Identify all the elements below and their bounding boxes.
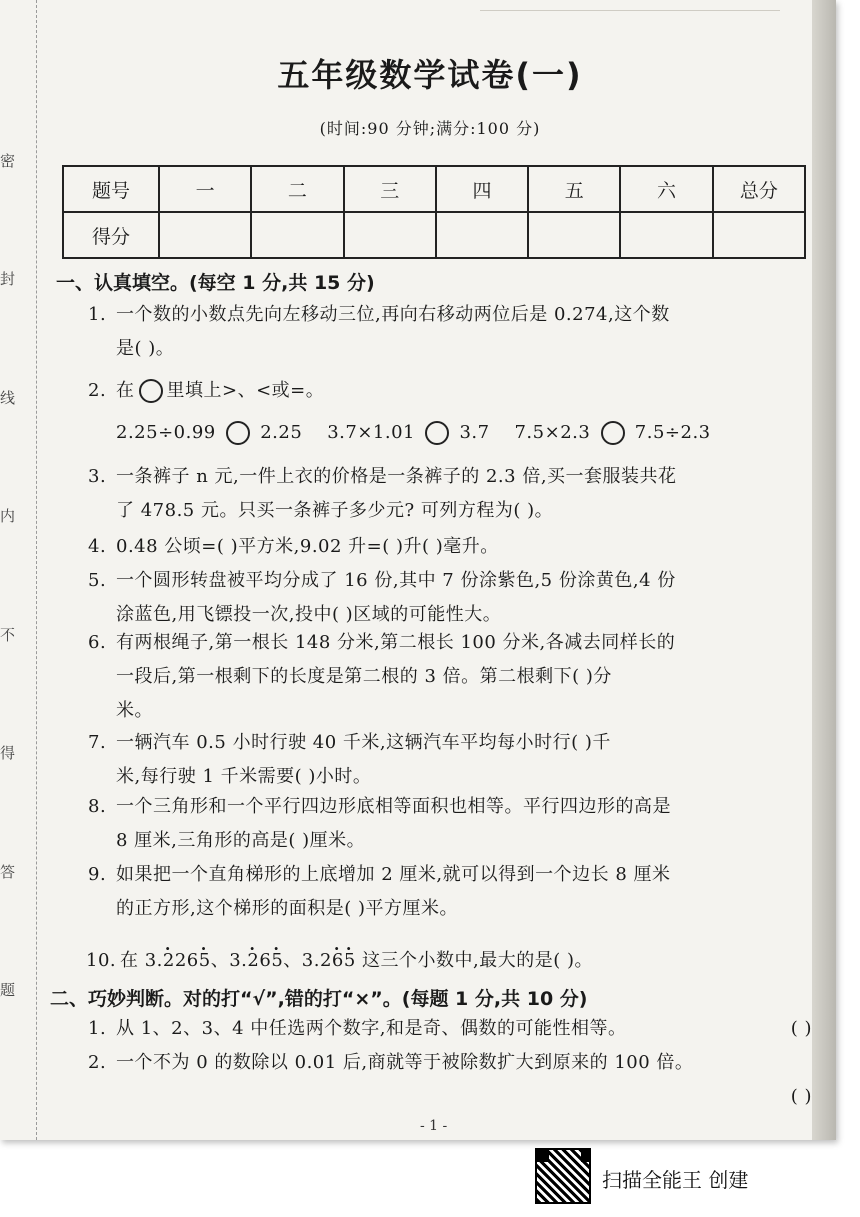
compare-circle-2[interactable] xyxy=(425,421,449,445)
question-number: 3. xyxy=(88,466,107,487)
question-text: 一个三角形和一个平行四边形底相等面积也相等。平行四边形的高是 xyxy=(116,796,671,817)
question-number: 2. xyxy=(88,380,107,401)
question-text: 一条裤子 n 元,一件上衣的价格是一条裤子的 2.3 倍,买一套服装共花 xyxy=(116,466,677,487)
repeating-digit: · 2 xyxy=(247,950,259,971)
question-text: 8 厘米,三角形的高是( )厘米。 xyxy=(116,830,366,851)
question-number: 9. xyxy=(88,864,107,885)
score-header-cell: 题号 xyxy=(63,166,159,212)
question-text: 6 xyxy=(259,950,272,971)
score-header-cell: 六 xyxy=(620,166,712,212)
score-header-cell: 五 xyxy=(528,166,620,212)
question-10 xyxy=(86,944,810,978)
section1-title: 一、认真填空。(每空 1 分,共 15 分) xyxy=(56,272,375,294)
question-3 xyxy=(88,460,812,528)
score-input-cell[interactable] xyxy=(159,212,251,258)
question-number: 8. xyxy=(88,796,107,817)
question-text: 0.48 公顷=( )平方米,9.02 升=( )升( )毫升。 xyxy=(116,536,499,557)
question-text: 这三个小数中,最大的是( )。 xyxy=(355,950,594,971)
expression: 7.5÷2.3 xyxy=(634,422,711,443)
question-number: 1. xyxy=(88,1018,107,1039)
question-number: 2. xyxy=(88,1052,107,1073)
question-text: 一辆汽车 0.5 小时行驶 40 千米,这辆汽车平均每小时行( )千 xyxy=(116,732,611,753)
question-number: 7. xyxy=(88,732,107,753)
score-header-cell: 总分 xyxy=(713,166,805,212)
score-input-cell[interactable] xyxy=(251,212,343,258)
score-header-cell: 三 xyxy=(344,166,436,212)
expression: 3.7 xyxy=(459,422,490,443)
score-input-cell[interactable] xyxy=(344,212,436,258)
score-header-cell: 二 xyxy=(251,166,343,212)
repeating-digit: · 2 xyxy=(163,950,175,971)
judge-question-2 xyxy=(88,1046,812,1114)
question-text: 有两根绳子,第一根长 148 分米,第二根长 100 分米,各减去同样长的 xyxy=(116,632,676,653)
page-number: - 1 - xyxy=(420,1118,448,1134)
question-6 xyxy=(88,626,812,728)
question-text: 一个不为 0 的数除以 0.01 后,商就等于被除数扩大到原来的 100 倍。 xyxy=(116,1052,694,1073)
section2-title: 二、巧妙判断。对的打“√”,错的打“×”。(每题 1 分,共 10 分) xyxy=(50,988,588,1010)
score-header-row xyxy=(63,166,805,212)
question-text: 米。 xyxy=(116,700,153,721)
question-7 xyxy=(88,726,812,794)
top-faint-line xyxy=(480,0,780,11)
binding-char: 密 xyxy=(0,152,16,170)
score-value-row xyxy=(63,212,805,258)
question-text: 、3. xyxy=(210,950,248,971)
binding-dashed-line xyxy=(36,0,37,1140)
judge-question-1 xyxy=(88,1012,812,1046)
expression: 3.7×1.01 xyxy=(327,422,415,443)
score-row-label: 得分 xyxy=(63,212,159,258)
question-text: 涂蓝色,用飞镖投一次,投中( )区域的可能性大。 xyxy=(116,604,502,625)
question-5 xyxy=(88,564,812,632)
qr-code-icon xyxy=(535,1148,591,1204)
binding-char: 内 xyxy=(0,507,16,526)
question-text: 从 1、2、3、4 中任选两个数字,和是奇、偶数的可能性相等。 xyxy=(116,1018,627,1039)
question-number: 1. xyxy=(88,304,107,325)
paper-edge-shadow xyxy=(812,0,836,1140)
score-input-cell[interactable] xyxy=(713,212,805,258)
question-text: 是( )。 xyxy=(116,338,175,359)
scanner-watermark: 扫描全能王 创建 xyxy=(602,1168,749,1192)
binding-char: 得 xyxy=(0,744,16,763)
question-text: 一个圆形转盘被平均分成了 16 份,其中 7 份涂紫色,5 份涂黄色,4 份 xyxy=(116,570,676,591)
repeating-digit: · 5 xyxy=(271,950,283,971)
repeating-digit: · 5 xyxy=(199,950,211,971)
question-text: 里填上>、<或=。 xyxy=(166,380,325,401)
compare-circle-1[interactable] xyxy=(226,421,250,445)
question-text: 在 xyxy=(116,380,135,401)
question-1 xyxy=(88,298,812,366)
expression: 7.5×2.3 xyxy=(514,422,591,443)
repeating-digit: · 6 xyxy=(332,950,344,971)
question-text: 如果把一个直角梯形的上底增加 2 厘米,就可以得到一个边长 8 厘米 xyxy=(116,864,671,885)
question-8 xyxy=(88,790,812,858)
binding-char: 不 xyxy=(0,625,16,644)
question-number: 5. xyxy=(88,570,107,591)
score-header-cell: 一 xyxy=(159,166,251,212)
compare-circle-icon xyxy=(139,379,163,403)
question-text: 、3.2 xyxy=(283,950,332,971)
binding-char: 题 xyxy=(0,980,16,999)
expression: 2.25 xyxy=(260,422,303,443)
question-2 xyxy=(88,374,812,408)
exam-subtitle: (时间:90 分钟;满分:100 分) xyxy=(319,119,541,138)
question-text: 了 478.5 元。只买一条裤子多少元? 可列方程为( )。 xyxy=(116,500,554,521)
question-text: 26 xyxy=(174,950,199,971)
question-text: 一段后,第一根剩下的长度是第二根的 3 倍。第二根剩下( )分 xyxy=(116,666,612,687)
question-9 xyxy=(88,858,812,926)
answer-paren[interactable]: ( ) xyxy=(790,1086,812,1107)
binding-char: 封 xyxy=(0,270,16,289)
binding-char: 线 xyxy=(0,388,16,407)
binding-char: 答 xyxy=(0,862,16,881)
exam-title: 五年级数学试卷(一) xyxy=(277,56,583,94)
score-input-cell[interactable] xyxy=(528,212,620,258)
repeating-digit: · 5 xyxy=(344,950,356,971)
question-text: 一个数的小数点先向左移动三位,再向右移动两位后是 0.274,这个数 xyxy=(116,304,670,325)
question-text: 在 3. xyxy=(120,950,163,971)
question-number: 6. xyxy=(88,632,107,653)
compare-circle-3[interactable] xyxy=(601,421,625,445)
question-2-expressions xyxy=(116,416,840,450)
question-text: 的正方形,这个梯形的面积是( )平方厘米。 xyxy=(116,898,458,919)
question-number: 4. xyxy=(88,536,107,557)
score-input-cell[interactable] xyxy=(436,212,528,258)
score-table xyxy=(62,165,806,259)
score-input-cell[interactable] xyxy=(620,212,712,258)
score-header-cell: 四 xyxy=(436,166,528,212)
binding-margin-text xyxy=(0,150,18,1000)
answer-paren[interactable]: ( ) xyxy=(790,1018,812,1039)
expression: 2.25÷0.99 xyxy=(116,422,216,443)
question-4 xyxy=(88,530,812,564)
question-text: 米,每行驶 1 千米需要( )小时。 xyxy=(116,766,372,787)
question-number: 10. xyxy=(86,950,117,971)
